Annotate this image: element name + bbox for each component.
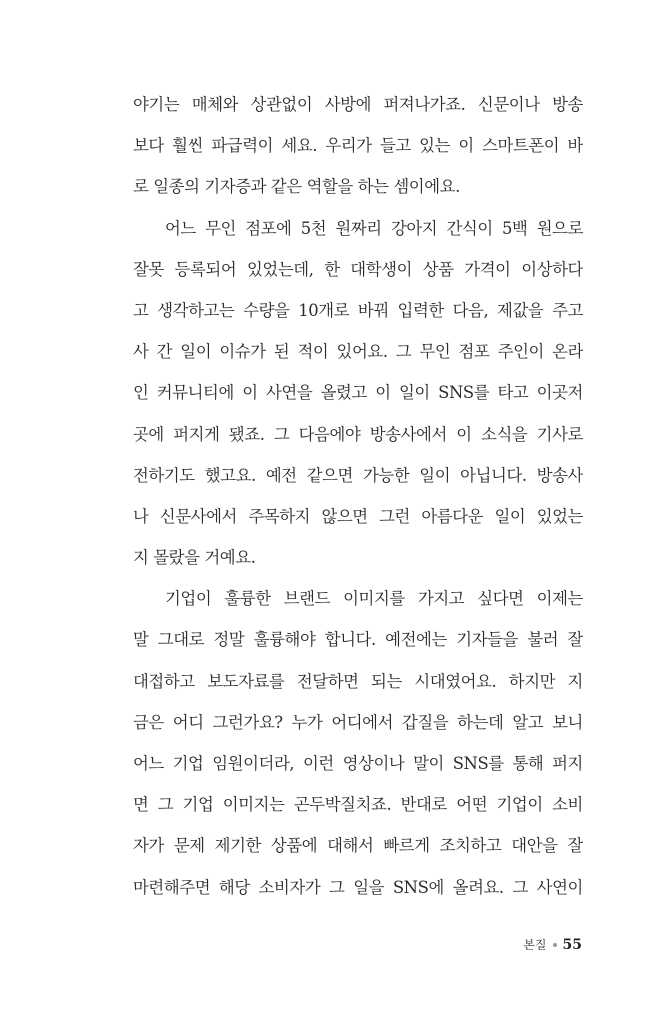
text-line: 전하기도 했고요. 예전 같으면 가능한 일이 아닙니다. 방송사 <box>133 465 583 485</box>
text-line: 어느 기업 임원이더라, 이런 영상이나 말이 SNS를 통해 퍼지 <box>133 754 583 773</box>
text-line: 잘못 등록되어 있었는데, 한 대학생이 상품 가격이 이상하다 <box>133 259 583 279</box>
text-line: 말 그대로 정말 훌륭해야 합니다. 예전에는 기자들을 불러 잘 <box>133 630 583 650</box>
text-line: 지 몰랐을 거예요. <box>133 548 256 568</box>
text-line: 고 생각하고는 수량을 10개로 바꿔 입력한 다음, 제값을 주고 <box>133 300 583 320</box>
page-number: 55 <box>562 936 582 953</box>
text-line: 기업이 훌륭한 브랜드 이미지를 가지고 싶다면 이제는 <box>165 589 583 609</box>
page-footer <box>523 936 582 953</box>
text-line: 마련해주면 해당 소비자가 그 일을 SNS에 올려요. 그 사연이 <box>133 877 583 897</box>
text-line: 어느 무인 점포에 5천 원짜리 강아지 간식이 5백 원으로 <box>165 218 583 238</box>
footer-dot-separator <box>553 943 557 947</box>
text-line: 로 일종의 기자증과 같은 역할을 하는 셈이에요. <box>133 177 460 197</box>
text-line: 금은 어디 그런가요? 누가 어디에서 갑질을 하는데 알고 보니 <box>133 712 583 732</box>
text-line: 야기는 매체와 상관없이 사방에 퍼져나가죠. 신문이나 방송 <box>133 95 583 114</box>
text-line: 보다 훨씬 파급력이 세요. 우리가 들고 있는 이 스마트폰이 바 <box>133 136 583 156</box>
text-line: 나 신문사에서 주목하지 않으면 그런 아름다운 일이 있었는 <box>133 506 583 526</box>
text-line: 자가 문제 제기한 상품에 대해서 빠르게 조치하고 대안을 잘 <box>133 836 583 856</box>
body-text <box>133 84 583 908</box>
text-line: 인 커뮤니티에 이 사연을 올렸고 이 일이 SNS를 타고 이곳저 <box>133 383 583 403</box>
text-line: 면 그 기업 이미지는 곤두박질치죠. 반대로 어떤 기업이 소비 <box>133 795 583 815</box>
text-line: 대접하고 보도자료를 전달하면 되는 시대였어요. 하지만 지 <box>133 671 583 691</box>
text-line: 사 간 일이 이슈가 된 적이 있어요. 그 무인 점포 주인이 온라 <box>133 342 583 362</box>
running-footer-title: 본질 <box>523 938 547 952</box>
text-line: 곳에 퍼지게 됐죠. 그 다음에야 방송사에서 이 소식을 기사로 <box>133 424 583 444</box>
